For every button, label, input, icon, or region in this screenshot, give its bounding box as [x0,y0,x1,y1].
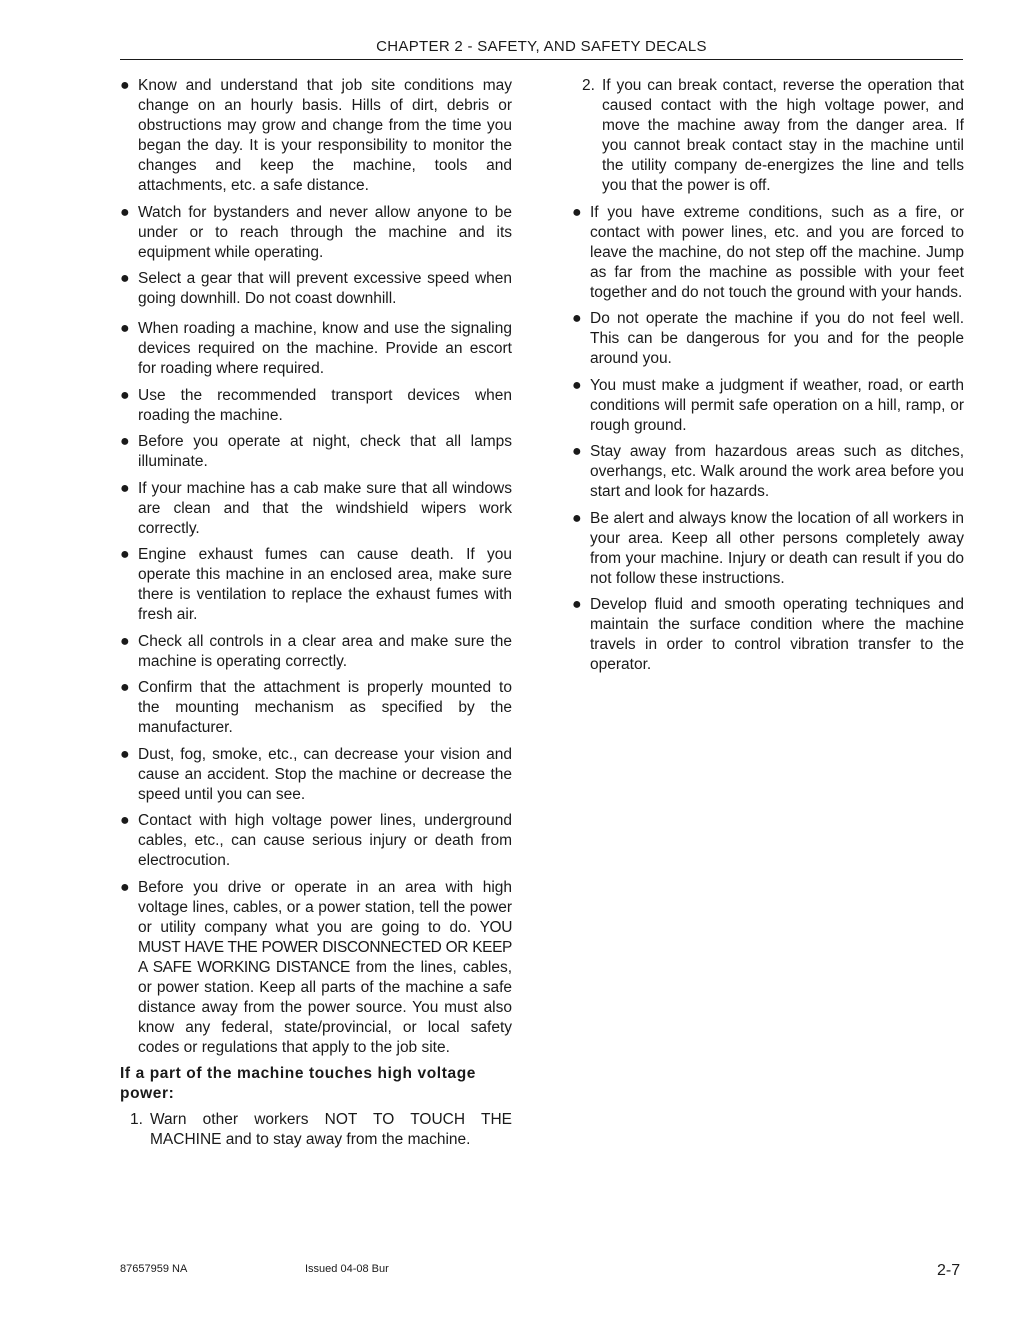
bullet-icon: ● [120,812,130,829]
chapter-title: CHAPTER 2 - SAFETY, AND SAFETY DECALS [376,38,707,55]
list-item [120,76,512,196]
bullet-icon: ● [120,320,130,337]
step-number: 2. [582,77,595,94]
bullet-icon: ● [572,596,582,613]
footer-document-number: 87657959 NA [120,1263,188,1275]
list-item-text: Check all controls in a clear area and make sure the machine is operating correctly. [138,632,512,670]
bullet-icon: ● [120,270,130,287]
list-item-text: Watch for bystanders and never allow anyone to be under or to reach through the machine and its equipment while operating. [138,203,512,261]
list-item-text: Do not operate the machine if you do not feel well. This can be dangerous for you and for the people around you. [590,310,964,367]
section-heading: If a part of the machine touches high voltage power: [120,1065,476,1102]
list-item [120,386,512,426]
footer-issued-date: Issued 04-08 Bur [305,1263,389,1275]
bullet-icon: ● [120,203,130,221]
list-item [120,678,512,738]
list-item-text: Engine exhaust fumes can cause death. If you operate this machine in an enclosed area, make sure there is ventilation to replace the exhaust fumes with fresh air. [138,546,512,623]
bullet-icon: ● [572,509,582,527]
bullet-icon: ● [120,546,130,563]
header-divider [120,59,963,60]
bullet-icon: ● [120,479,130,497]
list-item [572,376,964,436]
bullet-icon: ● [120,632,130,650]
list-item-text: Stay away from hazardous areas such as ditches, overhangs, etc. Walk around the work area before you start and look for hazards. [590,443,964,500]
list-item-text: Confirm that the attachment is properly mounted to the mounting mechanism as specified by the manufacturer. [138,679,512,736]
list-item-text: Develop fluid and smooth operating techniques and maintain the surface condition where the machine travels in order to control vibration transfer to the operator. [590,596,964,673]
list-item-text: Use the recommended transport devices when roading the machine. [138,386,512,424]
step-number: 1. [130,1111,143,1128]
list-item [572,442,964,502]
list-item-text: When roading a machine, know and use the signaling devices required on the machine. Provide an escort for roading where required. [138,320,512,377]
bullet-icon: ● [120,77,130,94]
list-item-text: If you have extreme conditions, such as a fire, or contact with power lines, etc. and you are forced to leave the machine, do not step off the machine. Jump as far from the machine as possible with your feet together and do not touch the ground with your hands. [590,203,964,301]
page-number: 2-7 [937,1262,961,1279]
bullet-icon: ● [572,310,582,327]
list-item [120,545,512,625]
bullet-icon: ● [120,745,130,763]
list-item [572,509,964,589]
list-item-text: Contact with high voltage power lines, underground cables, etc., can cause serious injury or death from electrocution. [138,812,512,869]
list-item [120,269,512,309]
list-item [120,811,512,871]
list-item-text: from the lines, cables, or power station. Keep all parts of the machine a safe distance away from the power source. You must also know any federal, state/provincial, or local safety codes or regulations that apply to the job site. [138,958,512,1056]
list-item-text: Before you drive or operate in an area with high voltage lines, cables, or a power station, tell the power or utility company what you are going to do. [138,878,512,936]
list-item [120,632,512,672]
list-item [120,203,512,263]
numbered-step [120,1110,512,1150]
list-item-power-warning [120,878,512,1058]
step-text: If you can break contact, reverse the operation that caused contact with the high voltage power, and move the machine away from the danger area. If you cannot break contact stay in the machine until the utility company de-energizes the line and tells you that the power is off. [602,77,964,194]
power-warning-caps: YOU MUST HAVE THE POWER DISCONNECTED OR KEEP A SAFE WORKING DISTANCE [138,918,512,976]
numbered-step [572,76,964,196]
list-item-text: Dust, fog, smoke, etc., can decrease your vision and cause an accident. Stop the machine or decrease the speed until you can see. [138,745,512,803]
list-item [120,319,512,379]
bullet-icon: ● [120,679,130,696]
bullet-icon: ● [572,203,582,221]
list-item [120,432,512,472]
bullet-icon: ● [120,386,130,404]
step-text: Warn other workers NOT TO TOUCH THE MACHINE and to stay away from the machine. [150,1111,512,1148]
left-column [120,76,512,1157]
bullet-icon: ● [572,376,582,394]
list-item-text: Select a gear that will prevent excessive speed when going downhill. Do not coast downhill. [138,270,512,307]
bullet-icon: ● [120,878,130,896]
list-item-text: You must make a judgment if weather, road, or earth conditions will permit safe operation on a hill, ramp, or rough ground. [590,376,964,434]
right-column [572,76,964,682]
list-item-text: Before you operate at night, check that all lamps illuminate. [138,433,512,470]
list-item [572,309,964,369]
list-item [120,479,512,539]
bullet-icon: ● [572,443,582,460]
bullet-icon: ● [120,433,130,450]
list-item-text: Be alert and always know the location of all workers in your area. Keep all other persons completely away from your machine. Injury or death can result if you do not follow these instructions. [590,509,964,587]
list-item [572,595,964,675]
list-item [120,745,512,805]
list-item [572,203,964,303]
list-item-text: If your machine has a cab make sure that all windows are clean and that the windshield wipers work correctly. [138,479,512,537]
list-item-text: Know and understand that job site conditions may change on an hourly basis. Hills of dirt, debris or obstructions may grow and change from the time you began the day. It is your responsibility to monitor the changes and keep the machine, tools and attachments, etc. a safe distance. [138,77,512,194]
